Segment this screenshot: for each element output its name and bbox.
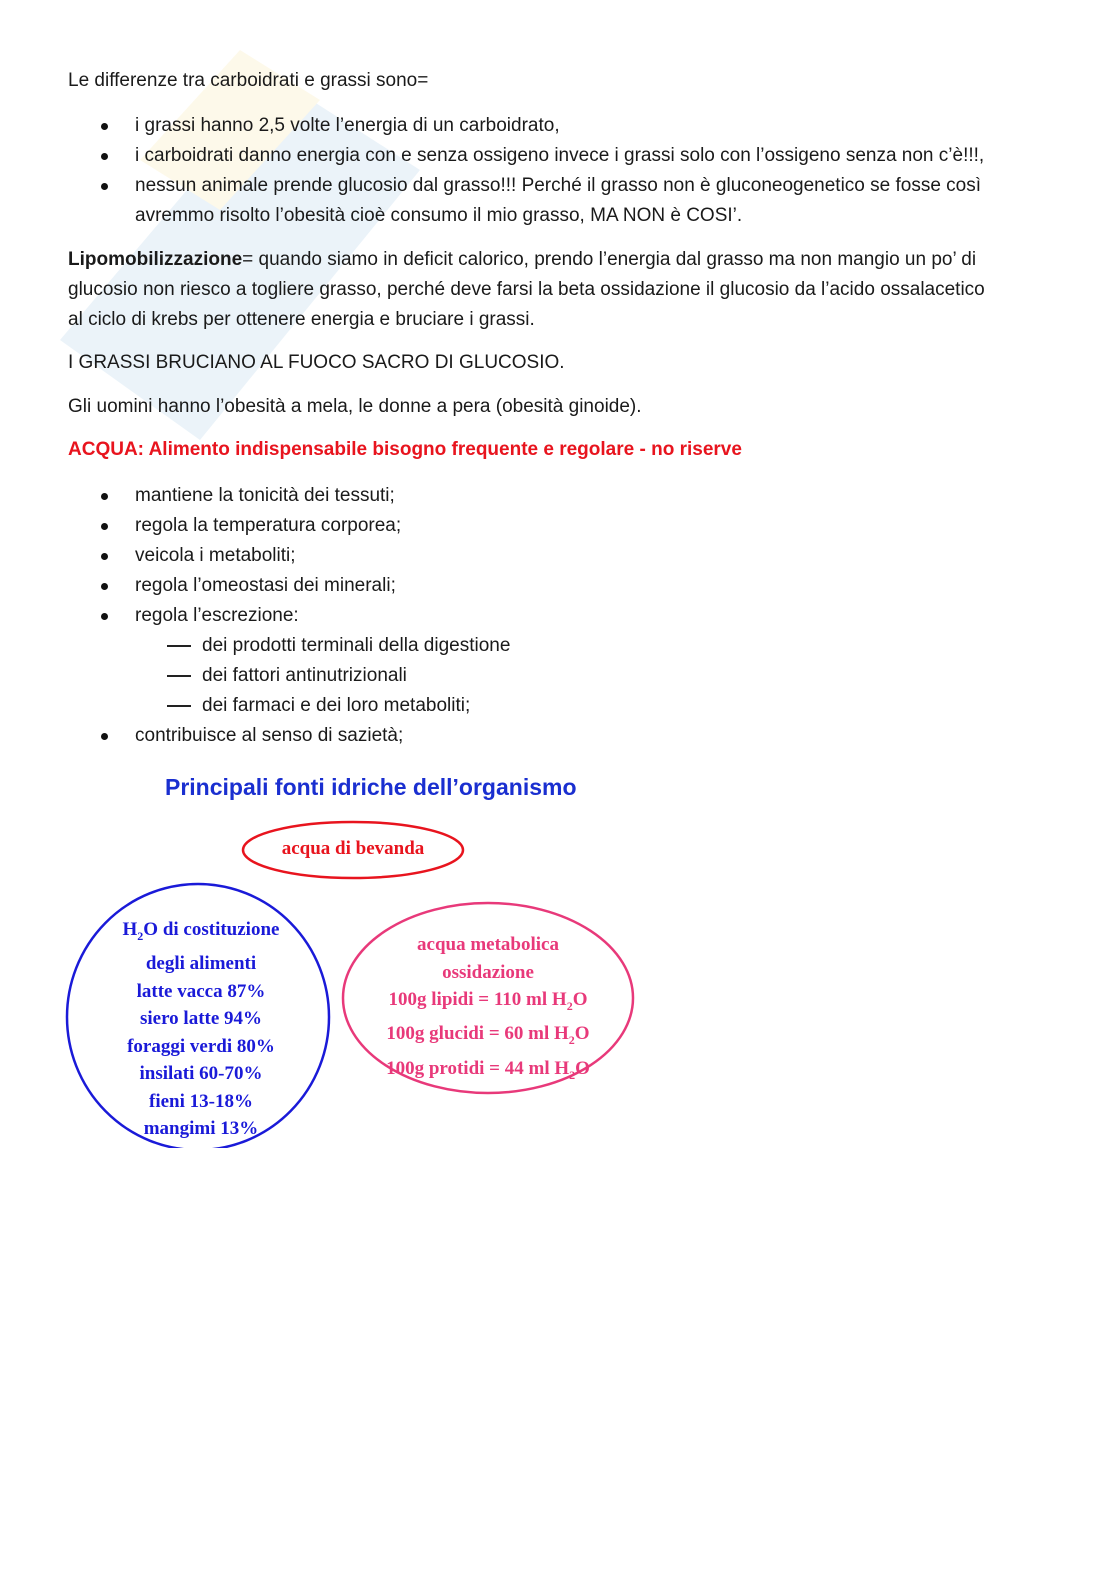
metabolica-line: ossidazione	[442, 961, 534, 983]
list-item: veicola i metaboliti;	[68, 541, 1048, 571]
sub-list-item: dei prodotti terminali della digestione	[135, 631, 1048, 661]
diagram-title: Principali fonti idriche dell’organismo	[165, 774, 577, 800]
sub-list-item: dei fattori antinutrizionali	[135, 661, 1048, 691]
list-item: nessun animale prende glucosio dal grasso!!! Perché il grasso non è gluconeogenetico se fosse così avremmo risolto l’obesità cioè consumo il mio grasso, MA NON è COSI’.	[68, 171, 1048, 231]
costituzione-line: mangimi 13%	[143, 1118, 259, 1140]
intro-text: Le differenze tra carboidrati e grassi sono=	[68, 70, 429, 91]
costituzione-head: $H_2O$ di costituzione	[122, 919, 280, 943]
sub-list-item: dei farmaci e dei loro metaboliti;	[135, 691, 1048, 721]
lipomobilizzazione-paragraph: Lipomobilizzazione= quando siamo in deficit calorico, prendo l’energia dal grasso ma non mangio un po’ di glucosio non riesco a togliere grasso, perché deve farsi la beta ossidazione il glucosio da l’acido ossalacetico al ciclo di krebs per ottenere energia e bruciare i grassi.	[68, 249, 985, 330]
costituzione-line: insilati 60-70%	[139, 1063, 263, 1085]
list-item: i carboidrati danno energia con e senza ossigeno invece i grassi solo con l’ossigeno senza non c’è!!!,	[68, 141, 1048, 171]
costituzione-line: degli alimenti	[145, 953, 257, 975]
costituzione-line: fieni 13-18%	[149, 1090, 253, 1112]
list-item: contribuisce al senso di sazietà;	[68, 721, 1048, 751]
acqua-heading: ACQUA: Alimento indispensabile bisogno frequente e regolare - no riserve	[68, 439, 742, 460]
costituzione-text	[90, 916, 312, 1143]
metabolica-text	[360, 931, 616, 1089]
fuoco-text: I GRASSI BRUCIANO AL FUOCO SACRO DI GLUCOSIO.	[68, 352, 565, 373]
obesita-text: Gli uomini hanno l’obesità a mela, le donne a pera (obesità ginoide).	[68, 396, 642, 417]
metabolica-line: acqua metabolica	[417, 934, 559, 955]
list-item: i grassi hanno 2,5 volte l’energia di un carboidrato,	[68, 111, 1048, 141]
list-item: regola l’omeostasi dei minerali;	[68, 571, 1048, 601]
metabolica-row: 100g protidi = 44 ml $H_2O$	[386, 1057, 590, 1082]
costituzione-line: siero latte 94%	[139, 1008, 263, 1030]
list-item: mantiene la tonicità dei tessuti;	[68, 481, 1048, 511]
bevanda-label: acqua di bevanda	[281, 838, 425, 859]
metabolica-row: 100g lipidi = 110 ml $H_2O$	[388, 989, 588, 1013]
list-item: regola l’escrezione: dei prodotti terminali della digestione dei fattori antinutrizionali dei farmaci e dei loro metaboliti;	[68, 601, 1048, 721]
lipo-term: Lipomobilizzazione	[68, 249, 243, 270]
costituzione-line: latte vacca 87%	[136, 980, 266, 1002]
list-item: regola la temperatura corporea;	[68, 511, 1048, 541]
costituzione-line: foraggi verdi 80%	[127, 1035, 275, 1057]
metabolica-row: 100g glucidi = 60 ml $H_2O$	[386, 1023, 590, 1048]
